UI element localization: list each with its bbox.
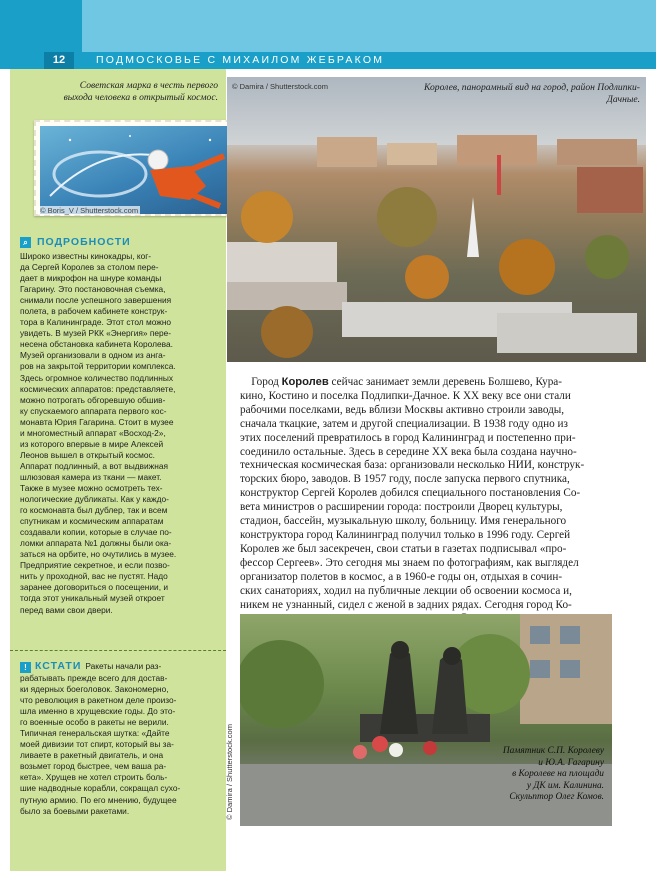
details-section: [10, 236, 226, 616]
details-line: увидеть. В музей РКК «Энергия» пере-: [20, 328, 172, 339]
caption-line: Скульптор Олег Комов.: [509, 792, 604, 803]
kstati-line: Ракеты начали раз-: [85, 661, 162, 671]
city-name-bold: Королев: [281, 376, 329, 388]
details-line: Также в музее можно осмотреть тех-: [20, 482, 163, 493]
page-number: 12: [44, 52, 74, 69]
details-line: создавали копии, которые в случае по-: [20, 527, 172, 538]
details-line: перед вами свои двери.: [20, 604, 113, 615]
caption-line: и Ю.А. Гагарину: [538, 757, 604, 768]
article-line: конструктора город Калининград получил только в 1996 году. Сергей: [240, 528, 571, 541]
details-line: да Сергей Королев за столом пере-: [20, 262, 159, 273]
caption-line: у ДК им. Калинина.: [526, 780, 604, 791]
details-line: и многоместный аппарат «Восход-2»,: [20, 427, 166, 438]
details-line: несена обстановка кабинета Королева.: [20, 339, 173, 350]
kstati-first-line: [20, 661, 218, 673]
exclamation-icon: !: [20, 662, 31, 673]
kstati-line: го военные особо в ракеты не верили.: [20, 717, 169, 728]
article-line: Королев же был засекречен, свои статьи в газетах подписывал «про-: [240, 542, 567, 555]
sidebar-divider: [10, 650, 226, 651]
article-line: фессор Сергеев». Это сегодня мы знаем по фотографиям, как выглядел: [240, 556, 579, 569]
kstati-text: [20, 673, 218, 817]
details-line: можно потрогать обгоревшую обшив-: [20, 394, 166, 405]
stamp-caption: Советская марка в честь первого выхода человека в открытый космос.: [63, 80, 218, 103]
details-line: нить у проходной, вас не пустят. Надо: [20, 571, 168, 582]
city-illustration: [227, 77, 646, 362]
article-line: организатор полетов в космос, а в 1960-е годы он, отдыхая в сочин-: [240, 570, 563, 583]
article-line: кино, Костино и поселка Подлипки-Дачное. К XX веку все они стали: [240, 389, 571, 402]
kstati-title: КСТАТИ: [35, 660, 82, 672]
article-line: сначала ткацкие, затем и другой специализации. В 1938 году одно из: [240, 417, 568, 430]
top-decor-band: [0, 0, 656, 52]
article-line: этих поселений превратилось в город Калининград и постепенно при-: [240, 431, 576, 444]
details-line: Леонов вышел в открытый космос.: [20, 449, 155, 460]
bottom-photo-credit: © Damira / Shutterstock.com: [225, 724, 234, 820]
details-line: заться на орбите, но очутились в музее.: [20, 549, 177, 560]
caption-line: Памятник С.П. Королеву: [502, 746, 604, 756]
kstati-line: Типичная генеральская шутка: «Дайте: [20, 728, 170, 739]
details-line: шлюзовая камера из ткани — макет.: [20, 471, 162, 482]
details-line: Гагарину. Это постановочная съемка,: [20, 284, 166, 295]
details-line: снимали после успешного завершения: [20, 295, 172, 306]
details-line: ку спускаемого аппарата первого кос-: [20, 405, 167, 416]
stamp-credit: © Boris_V / Shutterstock.com: [40, 206, 139, 215]
running-header-title: ПОДМОСКОВЬЕ С МИХАИЛОМ ЖЕБРАКОМ: [96, 54, 385, 66]
caption-line: в Королеве на площади: [512, 769, 604, 780]
kstati-line: что революция в ракетном деле произо-: [20, 695, 177, 706]
details-header: [20, 236, 218, 248]
article-line: рабочими поселками, ведь вблизи Москвы активно строили заводы,: [240, 403, 565, 416]
details-line: монавта Юрия Гагарина. Стоит в музее: [20, 416, 174, 427]
stamp-artwork: [40, 126, 236, 214]
details-line: космических аппаратов: представляете,: [20, 383, 176, 394]
article-text: [240, 376, 612, 626]
details-line: Предприятие секретное, и если позво-: [20, 560, 170, 571]
kstati-line: было за боевыми ракетами.: [20, 805, 130, 816]
details-text: [20, 251, 218, 616]
kstati-line: возьмет город быстрее, чем ваша ра-: [20, 761, 167, 772]
bottom-photo-caption: [462, 746, 604, 804]
kstati-line: ки ядерных боеголовок. Закономерно,: [20, 684, 169, 695]
kstati-line: моей дивизии тот спирт, который вы за-: [20, 739, 174, 750]
article-line: соединило остальные. Здесь в середине XX века была создана научно-: [240, 445, 577, 458]
details-line: спутникам и космическим аппаратам: [20, 516, 164, 527]
article-line: стадион, бассейн, музыкальную школу, больницу. Имя генерального: [240, 515, 567, 528]
details-line: полета, в рабочем кабинете конструк-: [20, 306, 168, 317]
article-line: конструктор Сергей Королев добился специального постановления Со-: [240, 487, 581, 500]
details-line: заранее договориться о посещении, и: [20, 582, 168, 593]
article-line: ских санаториях, ходил на публичные лекции об освоении космоса и,: [240, 584, 572, 597]
details-line: дает в микрофон на шнуре команды: [20, 273, 162, 284]
details-line: ломки аппарата №1 должны были ока-: [20, 538, 172, 549]
details-line: Широко известны кинокадры, ког-: [20, 251, 152, 261]
details-line: из которого впервые в мире Алексей: [20, 438, 164, 449]
kstati-line: путную армию. По его мнению, будущее: [20, 794, 177, 805]
kstati-line: кета». Хрущев не хотел строить боль-: [20, 772, 168, 783]
cosmonaut-illustration: [40, 126, 236, 214]
top-photo-caption: Королев, панорамный вид на город, район Подлипки-Дачные.: [424, 82, 640, 105]
details-title: ПОДРОБНОСТИ: [37, 236, 131, 248]
kstati-line: шла именно в хрущевские годы. До это-: [20, 706, 176, 717]
kstati-section: [10, 661, 226, 817]
article-line: вета министров о расширении города: построили Дворец культуры,: [240, 501, 563, 514]
details-line: тогда этот уникальный музей откроет: [20, 593, 165, 604]
top-photo-credit: © Damira / Shutterstock.com: [232, 82, 328, 91]
details-line: нологические дубликаты. Как у каждо-: [20, 494, 169, 505]
top-decor-corner: [0, 0, 82, 52]
kstati-line: рабатывать прежде всего для достав-: [20, 673, 168, 683]
details-line: Здесь огромное количество подлинных: [20, 372, 174, 383]
magnifier-icon: ⌕: [20, 237, 31, 248]
details-line: Аппарат подлинный, а вот выдвижная: [20, 460, 168, 471]
article-line: техническая космическая база: организовали несколько НИИ, конструк-: [240, 459, 585, 472]
city-panorama-photo: [227, 77, 646, 362]
details-line: тора в Калининграде. Этот стол можно: [20, 317, 172, 328]
kstati-line: шие надводные корабли, сокращал сухо-: [20, 783, 181, 794]
article-line: торских бюро, заводов. В 1957 году, после запуска первого спутника,: [240, 473, 570, 486]
kstati-line: ливаете в ракетный двигатель, и она: [20, 750, 164, 761]
details-line: ров на закрытой территории комплекса.: [20, 361, 176, 372]
details-line: Музей организовали в одном из анга-: [20, 350, 166, 361]
article-line: никем не узнанный, сидел с женой в задних рядах. Сегодня город Ко-: [240, 598, 572, 611]
article-line: Город Королев сейчас занимает земли деревень Болшево, Кура-: [251, 376, 562, 388]
details-line: го космонавта был дублер, так и всем: [20, 505, 168, 516]
